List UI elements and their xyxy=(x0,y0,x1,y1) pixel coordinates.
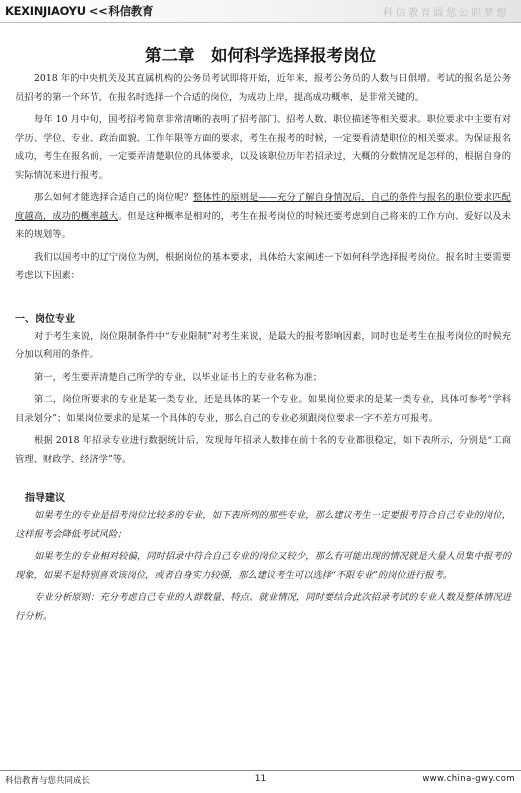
advice-heading: 指导建议 xyxy=(25,493,65,504)
brand-logo xyxy=(5,3,153,19)
footer-divider xyxy=(0,770,521,771)
advice-paragraph-3: 专业分析原则：充分考虑自己专业的人群数量、特点、就业情况，同时要结合此次招录考试的专业人数及整体情况进行分析。 xyxy=(15,592,511,622)
logo-chevron-icon: << xyxy=(88,4,108,18)
intro-paragraph-1: 2018 年的中央机关及其直属机构的公务员考试即将开始，近年来，报考公务员的人数与日俱增。考试的报名是公务员招考的第一个环节，在报名时选择一个合适的岗位，为成功上岸，提高成功概率，是非常关键的。 xyxy=(15,73,511,103)
major-paragraph-1: 对于考生来说，岗位限制条件中“专业限制”对考生来说，是最大的报考影响因素，同时也是考生在报考岗位的时候充分加以利用的条件。 xyxy=(15,330,511,360)
section-heading-major: 一、岗位专业 xyxy=(15,313,75,325)
major-paragraph-4: 根据 2018 年招录专业进行数据统计后，发现每年招录人数排在前十名的专业都很稳定，如下表所示，分别是“工商管理、财政学、经济学”等。 xyxy=(15,435,511,465)
page-header xyxy=(0,0,521,23)
advice-block xyxy=(15,507,511,626)
logo-cn-text: 科信教育 xyxy=(108,4,154,18)
underlined-principle: 整体性的原则是——充分了解自身情况后，自己的条件与报名的职位要求匹配度越高，成功的概率越大 xyxy=(15,192,511,222)
logo-text: KEXINJIAOYU xyxy=(5,4,86,18)
intro-paragraph-3 xyxy=(15,189,511,245)
major-paragraph-3: 第二，岗位所要求的专业是某一类专业，还是具体的某一个专业。如果岗位要求的是某一类专业，具体可参考“学科目录划分”；如果岗位要求的是某一个具体的专业，那么自己的专业必须跟岗位要求一字不差方可报考。 xyxy=(15,394,511,424)
advice-paragraph-1: 如果考生的专业是招考岗位比较多的专业，如下表所列的那些专业，那么建议考生一定要报考符合自己专业的岗位，这样报考会降低考试风险； xyxy=(15,510,511,540)
paragraph-3-lead: 那么如何才能选择合适自己的岗位呢？ xyxy=(34,192,194,203)
major-paragraph-2: 第一，考生要弄清楚自己所学的专业，以毕业证书上的专业名称为准； xyxy=(34,371,323,383)
document-body xyxy=(15,70,511,630)
header-motto: 科信教育圆您公职梦想 xyxy=(383,8,509,19)
paragraph-3-tail: 。但是这种概率是相对的，考生在报考岗位的时候还要考虑到自己将来的工作方向、爱好以及未来的规划等。 xyxy=(15,210,511,240)
advice-paragraph-2: 如果考生的专业相对较偏，同时招录中符合自己专业的岗位又较少，那么有可能出现的情况就是大量人员集中报考的现象，如果不是特别喜欢该岗位，或者自身实力较强，那么建议考生可以选择“不限专业”的岗位进行报考。 xyxy=(15,551,511,581)
chapter-title: 第二章 如何科学选择报考岗位 xyxy=(145,46,376,65)
intro-paragraph-4: 我们以国考中的辽宁岗位为例，根据岗位的基本要求，具体给大家阐述一下如何科学选择报考岗位。报名时主要需要考虑以下因素： xyxy=(15,251,511,281)
intro-paragraph-2: 每年 10 月中旬，国考招考简章非常清晰的表明了招考部门、招考人数、职位描述等相关要求。职位要求中主要有对学历、学位、专业、政治面貌、工作年限等方面的要求，考生在报考的时候，一定要看清楚职位的相关要求。为保证报名成功，考生在报名前，一定要弄清楚职位的具体要求，以及该职位历年若招录过，大概的分数情况是怎样的，根据自身的实际情况来进行报考。 xyxy=(15,114,511,181)
footer-website-link[interactable]: www.china-gwy.com xyxy=(422,774,515,784)
page-number: 11 xyxy=(254,774,267,784)
footer-slogan: 科信教育与您共同成长 xyxy=(5,776,91,786)
